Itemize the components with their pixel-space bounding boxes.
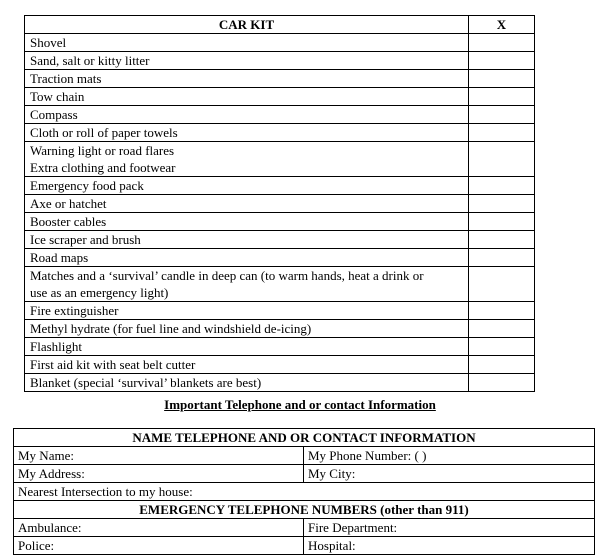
- car-kit-row: [25, 177, 535, 195]
- nearest-intersection-field[interactable]: Nearest Intersection to my house:: [14, 483, 595, 501]
- car-kit-row: [25, 320, 535, 338]
- car-kit-row: [25, 374, 535, 392]
- car-kit-item-text: Compass: [30, 107, 78, 122]
- car-kit-row: [25, 338, 535, 356]
- car-kit-row: [25, 213, 535, 231]
- car-kit-checkbox-cell[interactable]: [469, 320, 535, 338]
- car-kit-checkbox-cell[interactable]: [469, 88, 535, 106]
- car-kit-checkbox-cell[interactable]: [469, 195, 535, 213]
- car-kit-row: [25, 124, 535, 142]
- car-kit-checkbox-cell[interactable]: [469, 70, 535, 88]
- car-kit-item: [25, 52, 469, 70]
- car-kit-item: [25, 195, 469, 213]
- car-kit-item-text: Blanket (special ‘survival’ blankets are best): [30, 375, 262, 390]
- intersection-row: [14, 483, 595, 501]
- car-kit-checkbox-cell[interactable]: [469, 231, 535, 249]
- fire-department-field[interactable]: Fire Department:: [304, 519, 595, 537]
- car-kit-item: [25, 213, 469, 231]
- emergency-header-row: [14, 501, 595, 519]
- car-kit-items: [25, 34, 535, 392]
- car-kit-row: [25, 52, 535, 70]
- car-kit-item: [25, 374, 469, 392]
- police-field[interactable]: Police:: [14, 537, 304, 555]
- car-kit-item-text: Methyl hydrate (for fuel line and windshield de-icing): [30, 321, 312, 336]
- car-kit-row: [25, 34, 535, 52]
- car-kit-checkbox-cell[interactable]: [469, 52, 535, 70]
- car-kit-checkbox-cell[interactable]: [469, 142, 535, 177]
- car-kit-header-row: [25, 16, 535, 34]
- police-hospital-row: [14, 537, 595, 555]
- car-kit-item-text: use as an emergency light): [30, 285, 169, 300]
- my-phone-field[interactable]: My Phone Number: ( ): [304, 447, 595, 465]
- car-kit-row: [25, 249, 535, 267]
- car-kit-checkbox-cell[interactable]: [469, 106, 535, 124]
- car-kit-item-text: First aid kit with seat belt cutter: [30, 357, 196, 372]
- car-kit-checkbox-cell[interactable]: [469, 356, 535, 374]
- contact-header-row: [14, 429, 595, 447]
- car-kit-checkbox-cell[interactable]: [469, 249, 535, 267]
- car-kit-item: [25, 34, 469, 52]
- car-kit-item-text: Fire extinguisher: [30, 303, 119, 318]
- contact-info-table: [13, 428, 595, 555]
- car-kit-item-text: Extra clothing and footwear: [30, 160, 176, 175]
- car-kit-checkbox-cell[interactable]: [469, 302, 535, 320]
- car-kit-item-text: Axe or hatchet: [30, 196, 107, 211]
- car-kit-item: [25, 70, 469, 88]
- car-kit-item-text: Traction mats: [30, 71, 102, 86]
- car-kit-checkbox-cell[interactable]: [469, 338, 535, 356]
- ambulance-field[interactable]: Ambulance:: [14, 519, 304, 537]
- contact-info-header: NAME TELEPHONE AND OR CONTACT INFORMATION: [14, 429, 595, 447]
- car-kit-table: [24, 15, 535, 392]
- car-kit-checkbox-cell[interactable]: [469, 124, 535, 142]
- car-kit-item-text: Warning light or road flares: [30, 143, 175, 158]
- car-kit-item-text: Flashlight: [30, 339, 83, 354]
- check-column-header: X: [469, 16, 535, 34]
- car-kit-item: [25, 356, 469, 374]
- car-kit-checkbox-cell[interactable]: [469, 177, 535, 195]
- car-kit-item-text: Tow chain: [30, 89, 85, 104]
- car-kit-checkbox-cell[interactable]: [469, 267, 535, 302]
- ambulance-fire-row: [14, 519, 595, 537]
- car-kit-item-text: Shovel: [30, 35, 67, 50]
- car-kit-row: [25, 88, 535, 106]
- car-kit-checkbox-cell[interactable]: [469, 374, 535, 392]
- address-city-row: [14, 465, 595, 483]
- car-kit-item: [25, 267, 469, 302]
- car-kit-item: [25, 142, 469, 177]
- car-kit-checkbox-cell[interactable]: [469, 34, 535, 52]
- car-kit-item: [25, 106, 469, 124]
- car-kit-item-text: Booster cables: [30, 214, 107, 229]
- car-kit-item-text: Ice scraper and brush: [30, 232, 141, 247]
- my-address-field[interactable]: My Address:: [14, 465, 304, 483]
- hospital-field[interactable]: Hospital:: [304, 537, 595, 555]
- my-name-field[interactable]: My Name:: [14, 447, 304, 465]
- car-kit-row: [25, 231, 535, 249]
- car-kit-row: [25, 70, 535, 88]
- car-kit-item: [25, 231, 469, 249]
- car-kit-row: [25, 195, 535, 213]
- car-kit-title: CAR KIT: [25, 16, 469, 34]
- car-kit-checkbox-cell[interactable]: [469, 213, 535, 231]
- car-kit-item-text: Emergency food pack: [30, 178, 144, 193]
- car-kit-item-text: Sand, salt or kitty litter: [30, 53, 150, 68]
- car-kit-item-text: Matches and a ‘survival’ candle in deep can (to warm hands, heat a drink or: [30, 268, 424, 283]
- car-kit-item: [25, 302, 469, 320]
- car-kit-item: [25, 177, 469, 195]
- name-phone-row: [14, 447, 595, 465]
- my-city-field[interactable]: My City:: [304, 465, 595, 483]
- car-kit-row: [25, 142, 535, 177]
- car-kit-item: [25, 249, 469, 267]
- car-kit-item: [25, 88, 469, 106]
- car-kit-item: [25, 124, 469, 142]
- car-kit-row: [25, 356, 535, 374]
- car-kit-item-text: Road maps: [30, 250, 89, 265]
- car-kit-item: [25, 338, 469, 356]
- important-info-heading: Important Telephone and or contact Information: [164, 397, 436, 412]
- car-kit-row: [25, 302, 535, 320]
- emergency-numbers-header: EMERGENCY TELEPHONE NUMBERS (other than 911): [14, 501, 595, 519]
- car-kit-row: [25, 106, 535, 124]
- car-kit-item: [25, 320, 469, 338]
- car-kit-item-text: Cloth or roll of paper towels: [30, 125, 178, 140]
- car-kit-row: [25, 267, 535, 302]
